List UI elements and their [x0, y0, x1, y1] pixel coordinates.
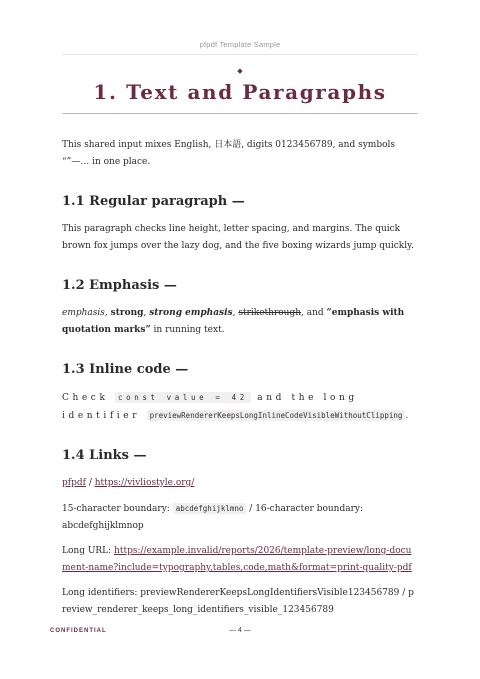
- long-url-paragraph: [62, 543, 418, 577]
- separator: ,: [104, 308, 111, 318]
- title-divider: [62, 113, 418, 114]
- vivliostyle-link[interactable]: https://vivliostyle.org/: [94, 478, 195, 488]
- strong-text: strong: [110, 308, 144, 318]
- text-run: .: [405, 411, 409, 421]
- separator: ,: [232, 308, 239, 318]
- separator: ,: [143, 308, 150, 318]
- inline-code: abcdefghijklmno: [173, 503, 247, 514]
- text-run: / 16-character boundary: abcdefghijklmnop: [62, 504, 364, 531]
- boundary-paragraph: [62, 500, 418, 535]
- emphasis-text: emphasis: [62, 308, 105, 318]
- section-links: [62, 447, 418, 619]
- section-heading: 1.2 Emphasis —: [62, 278, 177, 293]
- page-number: — 4 —: [229, 627, 251, 634]
- strong-quote-text: “emphasis with quotation marks”: [62, 308, 405, 335]
- pfpdf-link[interactable]: pfpdf: [62, 478, 86, 488]
- section-heading: 1.1 Regular paragraph —: [62, 194, 245, 209]
- strong-emphasis-text: strong emphasis: [149, 308, 233, 318]
- section-inline-code: [62, 361, 418, 425]
- links-paragraph: [62, 475, 418, 492]
- strikethrough-text: strikethrough: [238, 308, 302, 318]
- page-content: [62, 137, 418, 641]
- running-header: pfpdf Template Sample: [199, 40, 281, 49]
- text-run: and the long identifier: [62, 393, 358, 421]
- section-paragraph: This paragraph checks line height, letter spacing, and margins. The quick brown fox jumps over the lazy dog, and the five boxing wizards jump quickly.: [62, 224, 414, 251]
- confidential-label: CONFIDENTIAL: [50, 628, 107, 634]
- diamond-ornament-icon: ◆: [237, 67, 243, 75]
- text-run: Check: [62, 393, 115, 403]
- section-heading: 1.3 Inline code —: [62, 362, 189, 377]
- section-emphasis: [62, 277, 418, 339]
- separator: /: [85, 478, 95, 488]
- section-regular-paragraph: [62, 193, 418, 255]
- chapter-title: 1. Text and Paragraphs: [93, 80, 387, 104]
- text-run: Long URL:: [62, 546, 115, 556]
- intro-paragraph: This shared input mixes English, 日本語, digits 0123456789, and symbols “”—… in one place.: [62, 140, 395, 167]
- trailing-text: in running text.: [150, 325, 225, 335]
- text-run: 15-character boundary:: [62, 504, 173, 514]
- separator: , and: [301, 308, 327, 318]
- emphasis-paragraph: [62, 305, 418, 339]
- header-divider: [62, 54, 418, 55]
- long-url-link[interactable]: https://example.invalid/reports/2026/template-preview/long-document-name?include=typography,tables,code,math&format=print-quality-pdf: [62, 546, 412, 573]
- section-heading: 1.4 Links —: [62, 448, 147, 463]
- inline-code-paragraph: [62, 389, 418, 425]
- inline-code: const value = 42: [115, 392, 251, 403]
- identifiers-paragraph: Long identifiers: previewRendererKeepsLongIdentifiersVisible123456789 / preview_renderer_keeps_long_identifiers_visible_123456789: [62, 588, 414, 615]
- inline-code-long: previewRendererKeepsLongInlineCodeVisibleWithoutClipping: [147, 410, 406, 421]
